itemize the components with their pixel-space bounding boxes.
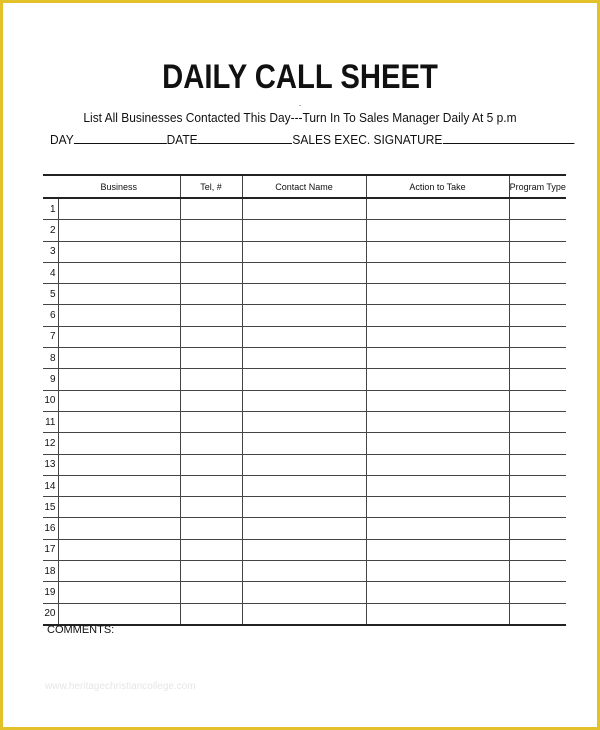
row-number: 20: [43, 603, 58, 625]
row-number: 16: [43, 518, 58, 539]
table-row: [43, 475, 566, 496]
tel-cell[interactable]: [180, 305, 242, 326]
header-business: Business: [58, 175, 180, 198]
row-number: 11: [43, 411, 58, 432]
business-cell[interactable]: [58, 369, 180, 390]
business-cell[interactable]: [58, 390, 180, 411]
tel-cell[interactable]: [180, 433, 242, 454]
action-cell[interactable]: [366, 539, 509, 560]
business-cell[interactable]: [58, 198, 180, 220]
row-number: 19: [43, 582, 58, 603]
date-label: DATE: [166, 132, 198, 147]
action-cell[interactable]: [366, 518, 509, 539]
business-cell[interactable]: [58, 241, 180, 262]
action-cell[interactable]: [366, 284, 509, 305]
business-cell[interactable]: [58, 305, 180, 326]
program-type-cell[interactable]: [509, 262, 566, 283]
business-cell[interactable]: [58, 433, 180, 454]
contact-name-cell[interactable]: [242, 433, 366, 454]
table-row: [43, 561, 566, 582]
document-page: [3, 3, 597, 727]
action-cell[interactable]: [366, 497, 509, 518]
table-row: [43, 262, 566, 283]
contact-name-cell[interactable]: [242, 518, 366, 539]
business-cell[interactable]: [58, 518, 180, 539]
day-label: DAY: [50, 132, 74, 147]
tel-cell[interactable]: [180, 454, 242, 475]
program-type-cell[interactable]: [509, 326, 566, 347]
tel-cell[interactable]: [180, 582, 242, 603]
header-tel: Tel, #: [180, 175, 242, 198]
contact-name-cell[interactable]: [242, 262, 366, 283]
tel-cell[interactable]: [180, 369, 242, 390]
business-cell[interactable]: [58, 603, 180, 625]
business-cell[interactable]: [58, 220, 180, 241]
table-row: [43, 518, 566, 539]
contact-name-cell[interactable]: [242, 582, 366, 603]
action-cell[interactable]: [366, 198, 509, 220]
tel-cell[interactable]: [180, 220, 242, 241]
action-cell[interactable]: [366, 582, 509, 603]
action-cell[interactable]: [366, 369, 509, 390]
program-type-cell[interactable]: [509, 582, 566, 603]
action-cell[interactable]: [366, 305, 509, 326]
header-program-type: Program Type: [509, 175, 566, 198]
row-number: 2: [43, 220, 58, 241]
business-cell[interactable]: [58, 539, 180, 560]
tel-cell[interactable]: [180, 539, 242, 560]
tel-cell[interactable]: [180, 241, 242, 262]
business-cell[interactable]: [58, 497, 180, 518]
program-type-cell[interactable]: [509, 539, 566, 560]
tel-cell[interactable]: [180, 284, 242, 305]
table-row: [43, 411, 566, 432]
tel-cell[interactable]: [180, 497, 242, 518]
tel-cell[interactable]: [180, 561, 242, 582]
document-subtitle: List All Businesses Contacted This Day---Turn In To Sales Manager Daily At 5 p.m: [83, 110, 517, 125]
program-type-cell[interactable]: [509, 497, 566, 518]
header-contact-name: Contact Name: [242, 175, 366, 198]
contact-name-cell[interactable]: [242, 198, 366, 220]
tel-cell[interactable]: [180, 198, 242, 220]
action-cell[interactable]: [366, 454, 509, 475]
contact-name-cell[interactable]: [242, 348, 366, 369]
row-number: 3: [43, 241, 58, 262]
header-number-column: [43, 175, 58, 198]
action-cell[interactable]: [366, 390, 509, 411]
program-type-cell[interactable]: [509, 305, 566, 326]
table-body: [43, 198, 566, 625]
contact-name-cell[interactable]: [242, 220, 366, 241]
table-row: [43, 305, 566, 326]
action-cell[interactable]: [366, 411, 509, 432]
contact-name-cell[interactable]: [242, 326, 366, 347]
header-fields: [50, 131, 528, 147]
business-cell[interactable]: [58, 411, 180, 432]
program-type-cell[interactable]: [509, 241, 566, 262]
business-cell[interactable]: [58, 561, 180, 582]
table-row: [43, 284, 566, 305]
table-row: [43, 454, 566, 475]
tick-mark: .: [299, 99, 302, 108]
tel-cell[interactable]: [180, 603, 242, 625]
row-number: 18: [43, 561, 58, 582]
contact-name-cell[interactable]: [242, 411, 366, 432]
row-number: 17: [43, 539, 58, 560]
business-cell[interactable]: [58, 284, 180, 305]
signature-blank[interactable]: [442, 131, 574, 144]
business-cell[interactable]: [58, 348, 180, 369]
contact-name-cell[interactable]: [242, 369, 366, 390]
program-type-cell[interactable]: [509, 220, 566, 241]
row-number: 5: [43, 284, 58, 305]
program-type-cell[interactable]: [509, 433, 566, 454]
table-row: [43, 582, 566, 603]
program-type-cell[interactable]: [509, 198, 566, 220]
business-cell[interactable]: [58, 326, 180, 347]
contact-name-cell[interactable]: [242, 475, 366, 496]
action-cell[interactable]: [366, 561, 509, 582]
tel-cell[interactable]: [180, 326, 242, 347]
program-type-cell[interactable]: [509, 454, 566, 475]
program-type-cell[interactable]: [509, 369, 566, 390]
table-header-row: [43, 175, 566, 198]
contact-name-cell[interactable]: [242, 497, 366, 518]
tel-cell[interactable]: [180, 390, 242, 411]
tel-cell[interactable]: [180, 475, 242, 496]
table-row: [43, 390, 566, 411]
row-number: 7: [43, 326, 58, 347]
action-cell[interactable]: [366, 241, 509, 262]
row-number: 9: [43, 369, 58, 390]
row-number: 4: [43, 262, 58, 283]
row-number: 6: [43, 305, 58, 326]
table-row: [43, 198, 566, 220]
contact-name-cell[interactable]: [242, 390, 366, 411]
contact-name-cell[interactable]: [242, 241, 366, 262]
day-blank[interactable]: [74, 131, 167, 144]
action-cell[interactable]: [366, 603, 509, 625]
action-cell[interactable]: [366, 262, 509, 283]
action-cell[interactable]: [366, 433, 509, 454]
contact-name-cell[interactable]: [242, 454, 366, 475]
action-cell[interactable]: [366, 326, 509, 347]
row-number: 14: [43, 475, 58, 496]
row-number: 12: [43, 433, 58, 454]
program-type-cell[interactable]: [509, 561, 566, 582]
action-cell[interactable]: [366, 348, 509, 369]
business-cell[interactable]: [58, 454, 180, 475]
program-type-cell[interactable]: [509, 390, 566, 411]
date-blank[interactable]: [198, 131, 293, 144]
row-number: 1: [43, 198, 58, 220]
contact-name-cell[interactable]: [242, 539, 366, 560]
comments-label: COMMENTS:: [47, 624, 115, 636]
contact-name-cell[interactable]: [242, 305, 366, 326]
header-action-to-take: Action to Take: [366, 175, 509, 198]
row-number: 8: [43, 348, 58, 369]
business-cell[interactable]: [58, 582, 180, 603]
table-row: [43, 603, 566, 625]
table-row: [43, 539, 566, 560]
contact-name-cell[interactable]: [242, 561, 366, 582]
table-row: [43, 369, 566, 390]
business-cell[interactable]: [58, 475, 180, 496]
program-type-cell[interactable]: [509, 518, 566, 539]
tel-cell[interactable]: [180, 262, 242, 283]
call-sheet-table: [43, 174, 566, 626]
program-type-cell[interactable]: [509, 603, 566, 625]
tel-cell[interactable]: [180, 348, 242, 369]
tel-cell[interactable]: [180, 518, 242, 539]
program-type-cell[interactable]: [509, 284, 566, 305]
action-cell[interactable]: [366, 220, 509, 241]
action-cell[interactable]: [366, 475, 509, 496]
table-row: [43, 433, 566, 454]
table-row: [43, 497, 566, 518]
signature-label: SALES EXEC. SIGNATURE: [292, 132, 443, 147]
row-number: 15: [43, 497, 58, 518]
program-type-cell[interactable]: [509, 475, 566, 496]
document-title: DAILY CALL SHEET: [162, 58, 438, 96]
contact-name-cell[interactable]: [242, 603, 366, 625]
tel-cell[interactable]: [180, 411, 242, 432]
table-row: [43, 348, 566, 369]
contact-name-cell[interactable]: [242, 284, 366, 305]
program-type-cell[interactable]: [509, 411, 566, 432]
row-number: 13: [43, 454, 58, 475]
program-type-cell[interactable]: [509, 348, 566, 369]
business-cell[interactable]: [58, 262, 180, 283]
table-row: [43, 326, 566, 347]
watermark: www.heritagechristiancollege.com: [45, 681, 196, 692]
table-row: [43, 220, 566, 241]
table-row: [43, 241, 566, 262]
row-number: 10: [43, 390, 58, 411]
